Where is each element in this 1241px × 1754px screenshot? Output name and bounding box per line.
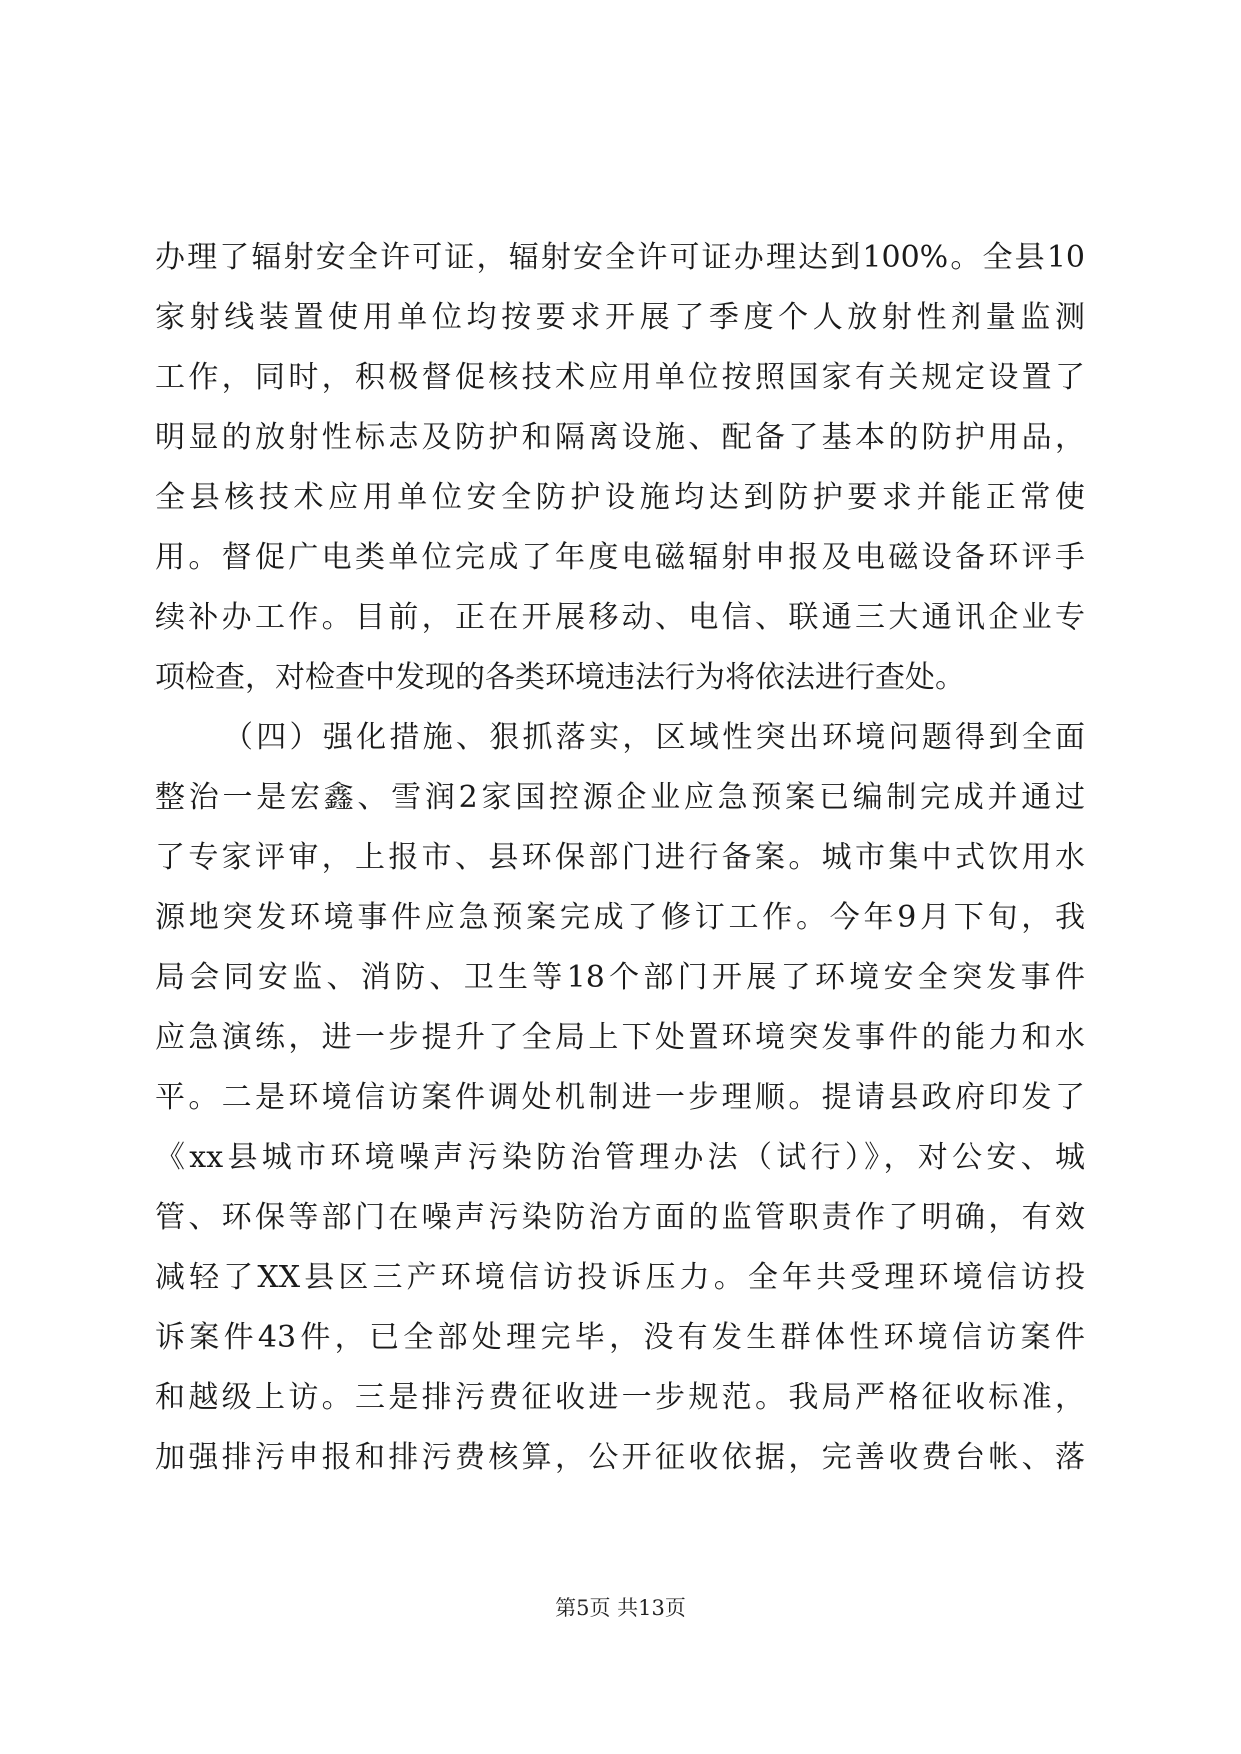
body-line: 明显的放射性标志及防护和隔离设施、配备了基本的防护用品，: [155, 420, 1085, 455]
body-line: 源地突发环境事件应急预案完成了修订工作。今年9月下旬，我: [155, 900, 1085, 935]
body-line: 平。二是环境信访案件调处机制进一步理顺。提请县政府印发了: [155, 1080, 1085, 1115]
body-line: 局会同安监、消防、卫生等18个部门开展了环境安全突发事件: [155, 960, 1085, 995]
document-body: [155, 228, 1085, 1488]
body-line: 加强排污申报和排污费核算，公开征收依据，完善收费台帐、落: [155, 1440, 1085, 1475]
paragraph-radiation-safety: [155, 228, 1085, 708]
body-line: 诉案件43件，已全部处理完毕，没有发生群体性环境信访案件: [155, 1320, 1085, 1355]
page-number: 第5页 共13页: [555, 1596, 686, 1620]
body-line: 应急演练，进一步提升了全局上下处置环境突发事件的能力和水: [155, 1020, 1085, 1055]
body-line: 《xx县城市环境噪声污染防治管理办法（试行）》，对公安、城: [155, 1140, 1085, 1175]
body-line: 全县核技术应用单位安全防护设施均达到防护要求并能正常使: [155, 480, 1085, 515]
paragraph-section-four: [155, 708, 1085, 1488]
body-line: 管、环保等部门在噪声污染防治方面的监管职责作了明确，有效: [155, 1200, 1085, 1235]
page-footer: [0, 1593, 1241, 1623]
body-line: 用。督促广电类单位完成了年度电磁辐射申报及电磁设备环评手: [155, 540, 1085, 575]
body-line: 整治一是宏鑫、雪润2家国控源企业应急预案已编制完成并通过: [155, 780, 1085, 815]
section-heading-line: （四）强化措施、狠抓落实，区域性突出环境问题得到全面: [223, 720, 1085, 755]
body-line: 工作，同时，积极督促核技术应用单位按照国家有关规定设置了: [155, 360, 1085, 395]
body-line: 办理了辐射安全许可证，辐射安全许可证办理达到100%。全县10: [155, 240, 1085, 275]
body-line: 了专家评审，上报市、县环保部门进行备案。城市集中式饮用水: [155, 840, 1085, 875]
body-line: 家射线装置使用单位均按要求开展了季度个人放射性剂量监测: [155, 300, 1085, 335]
body-line: 减轻了XX县区三产环境信访投诉压力。全年共受理环境信访投: [155, 1260, 1085, 1295]
body-line: 续补办工作。目前，正在开展移动、电信、联通三大通讯企业专: [155, 600, 1085, 635]
body-line: 和越级上访。三是排污费征收进一步规范。我局严格征收标准，: [155, 1380, 1085, 1415]
body-line: 项检查，对检查中发现的各类环境违法行为将依法进行查处。: [155, 660, 965, 695]
